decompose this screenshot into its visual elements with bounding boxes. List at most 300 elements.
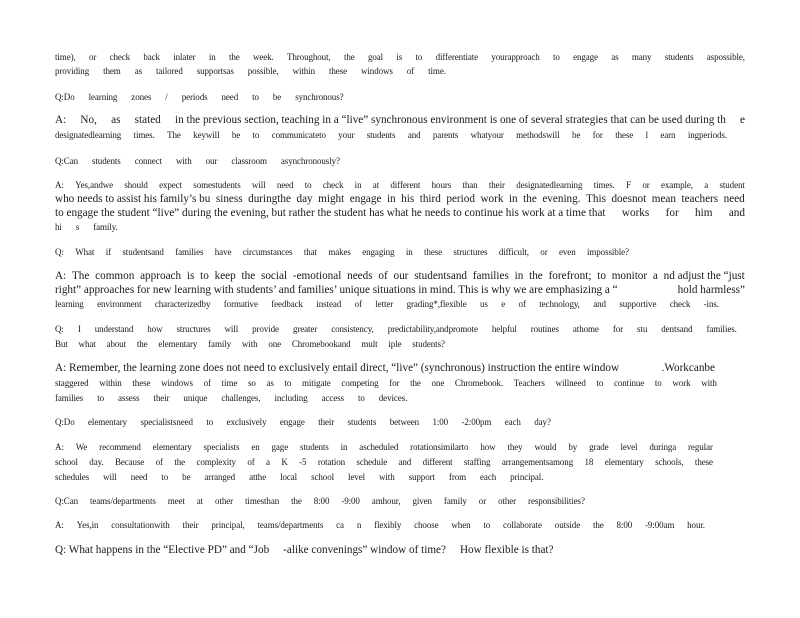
text-segment: day? [534,417,551,427]
text-segment: Teachers [513,378,545,388]
text-segment: nd adjust the “just [663,270,745,282]
text-segment: connect [134,156,162,166]
text-segment: technology, [539,299,580,309]
text-segment: of [247,457,255,467]
text-segment: designatedlearning [516,180,583,190]
text-segment: structures [176,324,211,334]
text-segment: level [620,442,638,452]
text-segment: impossible? [586,247,629,257]
text-segment: predictability,andpromote [387,324,478,334]
text-segment: in [386,193,396,205]
text-segment: makes [328,247,351,257]
text-segment: structures [453,247,488,257]
text-line [55,193,745,206]
text-segment: rotation [317,457,346,467]
text-segment: Q:Can [55,496,78,506]
text-segment: providing [55,66,90,76]
text-segment: specialistsneed [140,417,193,427]
text-segment: for [612,324,624,334]
text-segment: Q:Do [55,417,75,427]
text-segment: to engage the student “live” during the evening, but rather the student has what he needs to continue his work at a time that [55,207,606,219]
text-segment: provide [252,324,279,334]
text-segment: hi [55,222,62,232]
text-segment: the [529,270,543,282]
text-segment: these [132,378,151,388]
text-segment: We [75,442,88,452]
text-segment: students? [412,339,445,349]
text-segment: for [665,207,679,219]
text-segment: hour. [687,520,705,530]
text-segment: even [559,247,576,257]
text-segment: consultationwith [111,520,170,530]
text-segment: l [645,130,648,140]
question-line [55,92,344,103]
text-segment: 8:00 [313,496,330,506]
text-segment: these [694,457,713,467]
text-segment: to [483,520,491,530]
text-segment: en [251,442,260,452]
text-segment: works [621,207,650,219]
text-segment: they [507,442,523,452]
text-segment: / [165,92,168,102]
text-segment: hold harmless” [677,284,745,296]
text-segment: in [340,442,348,452]
text-segment: students [92,156,121,166]
text-segment: these [329,66,347,76]
text-segment: unique [183,393,208,403]
text-segment: our [393,270,409,282]
question-line [55,417,551,428]
text-segment: common [95,270,135,282]
text-segment: windows [361,66,393,76]
text-segment: rotationsimilarto [410,442,469,452]
text-segment: somestudents [193,180,241,190]
text-segment: K [281,457,288,467]
text-segment: to [97,393,105,403]
text-segment: students [347,417,377,427]
text-segment: instead [316,299,342,309]
text-segment: students [664,52,694,62]
text-segment: grade [589,442,609,452]
text-segment: time [221,378,238,388]
text-segment: within [292,66,315,76]
text-segment: period [446,193,475,205]
text-segment: might [318,193,345,205]
text-segment: to [597,270,606,282]
answer-line [55,520,705,531]
text-segment: families. [706,324,737,334]
text-segment: the [174,457,186,467]
text-segment: have [214,247,232,257]
text-segment: from [448,472,467,482]
text-segment: elementary [88,417,128,427]
text-segment: school [311,472,334,482]
text-segment: A: [55,442,64,452]
text-segment: check [322,180,344,190]
text-segment: I [77,324,81,334]
text-segment: what [78,339,96,349]
text-segment: mitigate [302,378,331,388]
text-segment: A: [55,114,67,126]
text-segment: elementary [604,457,644,467]
answer-line [55,362,715,375]
text-segment: so [247,378,256,388]
text-segment: classroom [231,156,267,166]
text-segment: to [552,52,560,62]
text-segment: work [480,193,504,205]
text-segment: with [241,339,258,349]
text-segment: periods [181,92,208,102]
text-segment: What [75,247,95,257]
text-segment: -emotional [292,270,342,282]
text-segment: A: [55,270,67,282]
text-segment: complexity [196,457,236,467]
text-segment: yourapproach [491,52,540,62]
text-segment: your [338,130,355,140]
text-segment: will [224,324,239,334]
text-segment: teams/departments [257,520,324,530]
text-segment: times. [593,180,615,190]
text-line [55,66,446,77]
text-segment: and [593,299,606,309]
text-segment: responsibilities? [528,496,585,506]
text-segment: level [348,472,365,482]
text-segment: amhour, [371,496,401,506]
text-segment: their [153,393,170,403]
answer-line [55,442,713,453]
text-segment: teachers [681,193,719,205]
text-segment: back [143,52,160,62]
text-segment: other [215,496,234,506]
text-line [55,222,118,233]
text-segment: Chromebook. [454,378,504,388]
text-segment: regular [688,442,713,452]
text-segment: principal, [211,520,245,530]
text-segment: stu [637,324,648,334]
text-segment: flexibly [374,520,402,530]
text-segment: for [592,130,603,140]
text-segment: Q:Do [55,92,75,102]
text-segment: is [186,270,195,282]
text-segment: his [401,193,415,205]
text-segment: him [695,207,713,219]
text-segment: of [203,378,211,388]
text-segment: gage [271,442,289,452]
text-segment: or [88,52,97,62]
text-segment: Throughout, [286,52,331,62]
text-segment: devices. [378,393,408,403]
text-segment: the [343,52,355,62]
text-segment: 18 [584,457,594,467]
text-line [55,284,745,297]
text-segment: duringthe [248,193,291,205]
text-segment: This [586,193,606,205]
text-segment: -9:00am [645,520,675,530]
text-segment: our [205,156,218,166]
text-segment: supportive [619,299,657,309]
text-segment: access [321,393,344,403]
text-segment: -5 [299,457,307,467]
text-segment: choose [414,520,439,530]
text-segment: need [130,472,148,482]
text-segment: families [55,393,84,403]
text-segment: specialists [203,442,240,452]
text-segment: approach [140,270,182,282]
text-segment: The [71,270,90,282]
answer-line [55,180,745,191]
text-segment: Q: [55,324,64,334]
text-segment: day. [89,457,104,467]
text-segment: A: Remember, the learning zone does not need to exclusively entail direct, “live” (synchronous) instruction the entire window [55,362,620,374]
text-segment: collaborate [503,520,542,530]
text-segment: The [167,130,181,140]
text-segment: the [410,378,421,388]
text-segment: Yes,andwe [75,180,114,190]
text-segment: at [196,496,204,506]
text-segment: as [134,66,143,76]
text-segment: competing [341,378,379,388]
text-segment: elementary [158,339,198,349]
text-segment: dentsand [661,324,693,334]
question-line [55,544,555,557]
answer-line [55,114,745,127]
text-segment: evening. [542,193,581,205]
text-segment: be [182,472,191,482]
text-segment: willneed [555,378,586,388]
question-line [55,324,737,335]
text-segment: -ins. [703,299,719,309]
answer-line [55,270,745,283]
text-segment: inlater [173,52,196,62]
text-line [55,207,745,220]
text-segment: earn [660,130,676,140]
text-segment: would [534,442,557,452]
text-segment: schools, [655,457,684,467]
text-segment: arranged [204,472,236,482]
text-segment: grading*,flexible [406,299,467,309]
text-segment: to [252,130,260,140]
text-segment: right” approaches for new learning with students’ and families’ unique situations in mind. This is why we are emphasizing a “ [55,284,618,296]
text-segment: will [251,180,266,190]
text-segment: these [424,247,443,257]
text-segment: No, [80,114,97,126]
text-segment: if [105,247,111,257]
text-segment: or [478,496,487,506]
text-segment: one [268,339,282,349]
text-segment: tailored [156,66,183,76]
text-segment: or [540,247,548,257]
text-segment: support [408,472,435,482]
text-segment: staffing [463,457,491,467]
text-segment: than [462,180,478,190]
text-segment: a [704,180,709,190]
text-segment: atthe [249,472,267,482]
text-line [55,130,727,141]
text-segment: aspossible, [706,52,745,62]
text-segment: as [266,378,274,388]
text-segment: that [303,247,317,257]
text-segment: be [571,130,581,140]
text-segment: to [415,52,423,62]
text-segment: staggered [55,378,89,388]
text-segment: each [480,472,497,482]
text-segment: -alike convenings” window of time? [283,544,446,556]
text-segment: engaging [362,247,395,257]
text-segment: s [75,222,80,232]
text-segment: their [318,417,335,427]
text-segment: is [396,52,403,62]
text-segment: ca [336,520,344,530]
text-segment: for [389,378,400,388]
text-segment: need [276,180,294,190]
text-segment: week. [252,52,274,62]
text-segment: continue [613,378,645,388]
text-segment: a [652,270,658,282]
text-segment: engage [279,417,305,427]
text-segment: ascheduled [359,442,399,452]
text-segment: circumstances [242,247,293,257]
text-segment: .Workcanbe [661,362,715,374]
text-segment: characterizedby [154,299,211,309]
text-segment: with [176,156,192,166]
text-segment: consistency, [331,324,374,334]
text-segment: the [228,52,240,62]
text-segment: to [200,270,209,282]
text-segment: e [740,114,745,126]
text-segment: iple [388,339,402,349]
text-segment: check [109,52,131,62]
text-segment: need [723,193,745,205]
text-segment: example, [661,180,693,190]
text-segment: of [518,299,526,309]
text-segment: different [422,457,453,467]
text-segment: e [501,299,506,309]
text-segment: principal. [510,472,544,482]
text-segment: to [206,417,214,427]
text-segment: communicateto [271,130,326,140]
text-segment: doesnot [611,193,647,205]
text-segment: families [472,270,509,282]
text-segment: in the previous section, teaching in a “live” synchronous environment is one of several strategies that can be used during th [174,114,726,126]
text-segment: schedules [55,472,90,482]
text-segment: many [631,52,652,62]
text-segment: A: [55,180,64,190]
text-segment: of [406,66,415,76]
text-segment: understand [94,324,134,334]
text-segment: 8:00 [616,520,633,530]
text-segment: zones [131,92,152,102]
text-segment: student [719,180,745,190]
text-segment: and [407,130,421,140]
text-segment: athome [572,324,599,334]
text-segment: studentsand [122,247,164,257]
text-segment: at [372,180,380,190]
text-segment: of [354,299,362,309]
text-segment: Q:Can [55,156,78,166]
text-segment: check [669,299,691,309]
text-segment: be [272,92,282,102]
text-segment: keep [214,270,236,282]
text-segment: forefront; [548,270,592,282]
text-segment: the [291,496,302,506]
text-segment: of [155,457,163,467]
question-line [55,339,445,350]
question-line [55,496,585,507]
text-segment: these [615,130,634,140]
text-segment: about [106,339,126,349]
text-segment: as [611,52,619,62]
text-segment: them [103,66,121,76]
text-segment: But [55,339,68,349]
text-segment: school [55,457,78,467]
text-segment: other [498,496,517,506]
text-segment: time), [55,52,76,62]
text-segment: assess [118,393,140,403]
text-segment: stated [134,114,161,126]
text-line [55,299,719,310]
text-line [55,472,544,483]
text-segment: keywill [193,130,220,140]
text-segment: family [208,339,232,349]
text-segment: monitor [611,270,648,282]
text-segment: of [378,270,388,282]
text-segment: the [592,520,604,530]
text-segment: should [124,180,148,190]
text-segment: arrangementsamong [501,457,574,467]
text-segment: to [304,180,312,190]
text-segment: local [280,472,298,482]
question-line [55,247,629,258]
text-segment: their [182,520,199,530]
text-segment: time. [428,66,446,76]
text-segment: who needs to assist his family’s bu [55,193,211,205]
text-segment: teams/departments [89,496,156,506]
text-segment: in [514,270,524,282]
text-segment: Q: [55,247,64,257]
text-segment: in [354,180,362,190]
text-segment: meet [167,496,185,506]
text-segment: siness [215,193,243,205]
text-segment: family. [93,222,118,232]
text-segment: differentiate [435,52,479,62]
text-segment: including [274,393,308,403]
text-line [55,52,745,63]
text-segment: formative [223,299,258,309]
text-segment: timesthan [245,496,280,506]
question-line [55,156,340,167]
text-segment: methodswill [516,130,560,140]
text-segment: to [252,92,259,102]
text-segment: by [568,442,578,452]
text-segment: -2:00pm [461,417,492,427]
text-line [55,457,713,468]
text-segment: how [147,324,163,334]
text-segment: schedule [356,457,388,467]
text-segment: between [389,417,420,427]
text-segment: will [103,472,117,482]
text-segment: needs [347,270,373,282]
text-segment: one [431,378,445,388]
text-segment: -9:00 [341,496,360,506]
text-segment: learning [55,299,84,309]
text-segment: their [488,180,505,190]
text-segment: when [451,520,471,530]
text-segment: duringa [649,442,677,452]
text-segment: how [480,442,496,452]
text-segment: to [284,378,292,388]
text-segment: in [508,193,518,205]
text-segment: expect [159,180,182,190]
